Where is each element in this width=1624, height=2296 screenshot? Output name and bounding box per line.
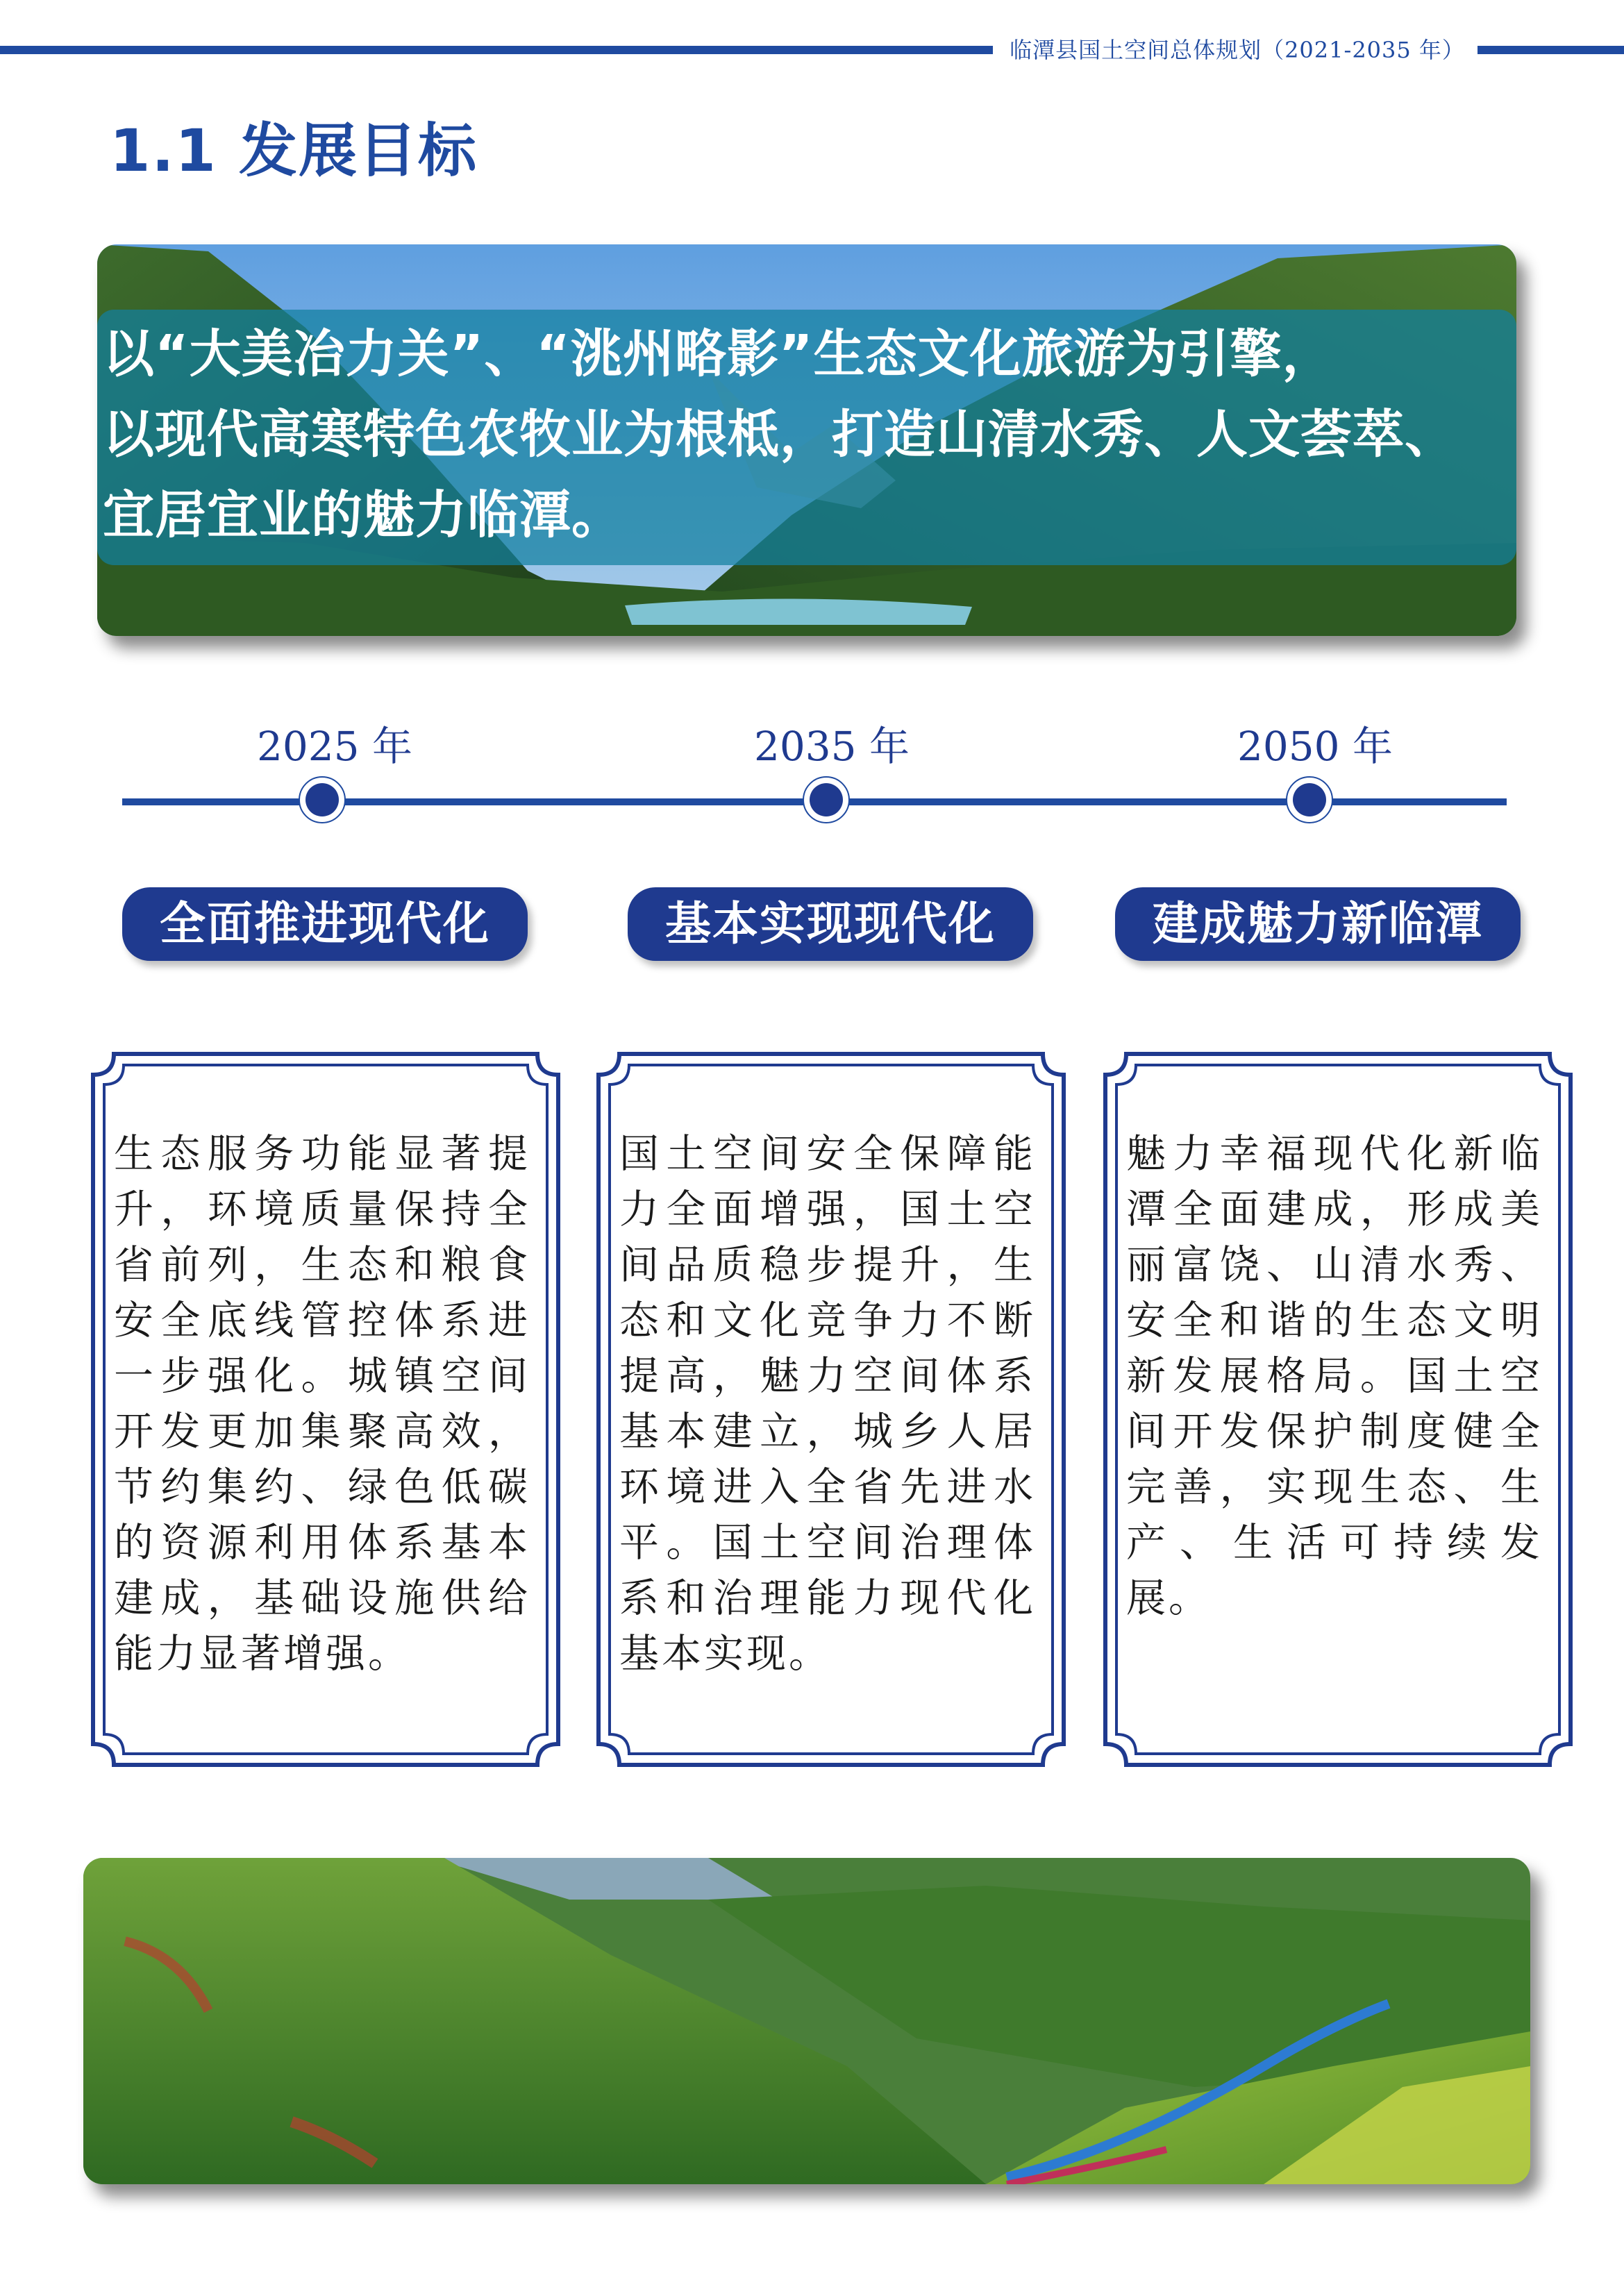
timeline-node: [803, 776, 850, 823]
goal-description: 生态服务功能显著提升，环境质量保持全省前列，生态和粮食安全底线管控体系进一步强化。城镇空间开发更加集聚高效，节约集约、绿色低碳的资源利用体系基本建成，基础设施供给能力显著增强。: [114, 1131, 530, 1677]
goal-card: [86, 1047, 565, 1772]
vision-line: 以“大美冶力关”、“洮州略影”生态文化旅游为引擎，: [103, 324, 1334, 384]
goal-pill: 建成魅力新临潭: [1115, 887, 1521, 961]
goal-description: 国土空间安全保障能力全面增强，国土空间品质稳步提升，生态和文化竞争力不断提高，魅力空间体系基本建立，城乡人居环境进入全省先进水平。国土空间治理体系和治理能力现代化基本实现。: [619, 1131, 1036, 1677]
goal-card: [592, 1047, 1071, 1772]
section-title: 1.1 发展目标: [110, 117, 478, 185]
timeline-year: 2035 年: [753, 723, 910, 770]
header-rule-right: [1477, 46, 1624, 54]
timeline-year: 2050 年: [1237, 723, 1393, 770]
goal-card: [1098, 1047, 1577, 1772]
timeline-year: 2025 年: [256, 723, 413, 770]
timeline-node: [299, 776, 346, 823]
vision-line: 以现代高寒特色农牧业为根柢，打造山清水秀、人文荟萃、: [103, 405, 1457, 464]
document-header-title: 临潭县国土空间总体规划（2021-2035 年）: [1010, 37, 1465, 63]
goal-description: 魅力幸福现代化新临潭全面建成，形成美丽富饶、山清水秀、安全和谐的生态文明新发展格局。国土空间开发保护制度健全完善，实现生态、生产、生活可持续发展。: [1126, 1131, 1543, 1621]
timeline-node: [1286, 776, 1333, 823]
goal-pill: 全面推进现代化: [122, 887, 528, 961]
vision-statement: [103, 314, 1519, 555]
grassland-landscape-photo: [83, 1858, 1530, 2184]
header-rule-left: [0, 46, 993, 54]
vision-line: 宜居宜业的魅力临潭。: [103, 485, 623, 545]
goal-pill: 基本实现现代化: [628, 887, 1033, 961]
